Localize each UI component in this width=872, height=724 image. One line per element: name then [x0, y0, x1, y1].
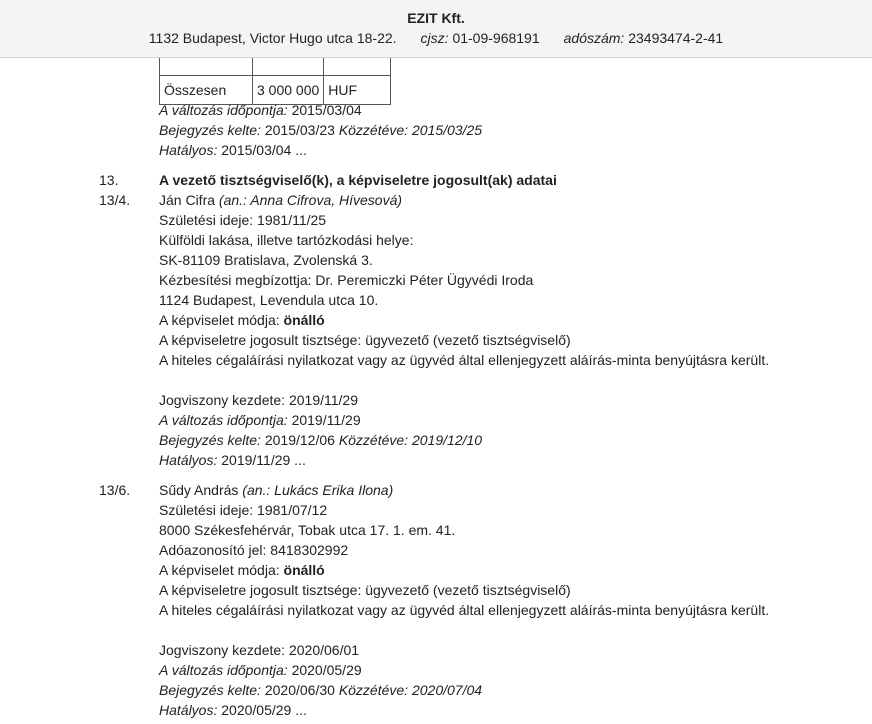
cjsz-label: cjsz:	[420, 30, 449, 46]
capital-currency: HUF	[324, 76, 391, 105]
detail-line: 8000 Székesfehérvár, Tobak utca 17. 1. em. 41.	[159, 522, 456, 538]
start-date-line: Jogviszony kezdete: 2019/11/29	[159, 392, 358, 408]
detail-line: Adóazonosító jel: 8418302992	[159, 542, 349, 558]
company-name: EZIT Kft.	[407, 10, 465, 26]
change-date-line: A változás időpontja: 2020/05/29	[159, 662, 362, 678]
birth-date: Születési ideje: 1981/11/25	[159, 212, 327, 228]
representation-line: A képviselet módja: önálló	[159, 562, 325, 578]
person-name-line	[159, 190, 402, 210]
detail-line: Külföldi lakása, illetve tartózkodási helye:	[159, 232, 414, 248]
representation-line: A képviselet módja: önálló	[159, 312, 325, 328]
section-number: 13.	[99, 172, 119, 188]
mother-name: (an.: Anna Cifrova, Hívesová)	[218, 192, 403, 208]
change-date-line: A változás időpontja: 2015/03/04	[159, 102, 362, 118]
entry-date-line: Bejegyzés kelte: 2015/03/23 Közzétéve: 2015/03/25	[159, 122, 483, 138]
person-name: Sűdy András	[159, 482, 239, 498]
adoszam-value: 23493474-2-41	[628, 30, 724, 46]
section-title: A vezető tisztségviselő(k), a képviseletre jogosult(ak) adatai	[159, 172, 557, 188]
adoszam-label: adószám:	[563, 30, 625, 46]
company-details	[0, 30, 872, 46]
person-name-line	[159, 480, 393, 500]
entry-number: 13/4.	[99, 192, 131, 208]
effective-date-line: Hatályos: 2015/03/04 ...	[159, 142, 307, 158]
detail-line: SK-81109 Bratislava, Zvolenská 3.	[159, 252, 373, 268]
signature-line: A hiteles cégaláírási nyilatkozat vagy az ügyvéd által ellenjegyzett aláírás-minta benyújtásra került.	[159, 602, 770, 618]
position-line: A képviseletre jogosult tisztsége: ügyvezető (vezető tisztségviselő)	[159, 582, 571, 598]
position-line: A képviseletre jogosult tisztsége: ügyvezető (vezető tisztségviselő)	[159, 332, 571, 348]
entry-date-line: Bejegyzés kelte: 2019/12/06 Közzétéve: 2019/12/10	[159, 432, 483, 448]
capital-total-amount: 3 000 000	[253, 76, 324, 105]
person-name: Ján Cifra	[159, 192, 216, 208]
effective-date-line: Hatályos: 2019/11/29 ...	[159, 452, 306, 468]
birth-date: Születési ideje: 1981/07/12	[159, 502, 328, 518]
start-date-line: Jogviszony kezdete: 2020/06/01	[159, 642, 360, 658]
entry-date-line: Bejegyzés kelte: 2020/06/30 Közzétéve: 2020/07/04	[159, 682, 483, 698]
detail-line: Kézbesítési megbízottja: Dr. Peremiczki Péter Ügyvédi Iroda	[159, 272, 534, 288]
detail-line: 1124 Budapest, Levendula utca 10.	[159, 292, 379, 308]
entry-number: 13/6.	[99, 482, 131, 498]
effective-date-line: Hatályos: 2020/05/29 ...	[159, 702, 307, 718]
signature-line: A hiteles cégaláírási nyilatkozat vagy az ügyvéd által ellenjegyzett aláírás-minta benyújtásra került.	[159, 352, 770, 368]
company-address: 1132 Budapest, Victor Hugo utca 18-22.	[148, 30, 397, 46]
document-header	[0, 0, 872, 58]
change-date-line: A változás időpontja: 2019/11/29	[159, 412, 361, 428]
cjsz-value: 01-09-968191	[452, 30, 540, 46]
mother-name: (an.: Lukács Erika Ilona)	[242, 482, 394, 498]
capital-total-label: Összesen	[160, 76, 253, 105]
